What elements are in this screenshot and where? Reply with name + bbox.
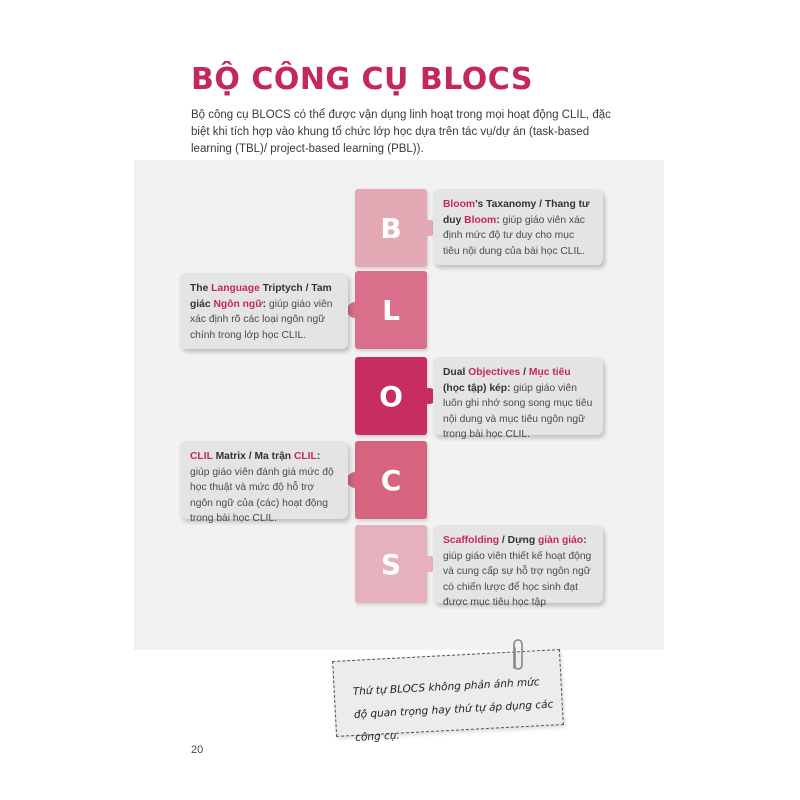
puzzle-piece-b <box>355 189 427 267</box>
card-highlight: giàn giáo <box>537 535 584 546</box>
card-term: Dual <box>443 367 469 378</box>
piece-letter-b: B <box>380 211 402 245</box>
card-bloom <box>433 189 603 265</box>
card-highlight: Mục tiêu <box>528 367 571 378</box>
card-highlight: Language <box>211 283 260 294</box>
sticky-note <box>332 649 564 744</box>
card-objectives <box>433 357 603 440</box>
card-highlight: Bloom <box>464 214 497 226</box>
piece-letter-s: S <box>380 547 402 581</box>
note-text: Thứ tự BLOCS không phản ánh mức độ quan trọng hay thứ tự áp dụng các công cụ. <box>352 676 554 744</box>
card-language <box>180 273 348 349</box>
piece-letter-l: L <box>382 293 400 327</box>
puzzle-knob <box>347 472 363 488</box>
card-term: ’s Taxanomy / Thang tư duy <box>443 199 590 226</box>
card-description: giúp giáo viên xác định mức độ tư duy cho mục tiêu nội dung của bài học CLIL. <box>443 214 585 257</box>
card-highlight: Objectives <box>468 367 521 378</box>
card-term: : <box>496 214 503 226</box>
card-term: : <box>583 535 587 546</box>
card-description: giúp giáo viên luôn ghi nhớ song song mục tiêu nội dung và mục tiêu ngôn ngữ trong bài học CLIL. <box>443 382 593 440</box>
piece-letter-o: O <box>379 379 403 413</box>
paperclip-icon <box>509 638 525 672</box>
card-highlight: CLIL <box>293 451 317 462</box>
card-description: giúp giáo viên thiết kế hoạt động và cung cấp sự hỗ trợ ngôn ngữ có chiến lược để học sinh đạt được mục tiêu học tập <box>443 550 592 608</box>
card-highlight: Bloom <box>443 199 476 210</box>
card-term: : <box>316 451 321 462</box>
card-term: Triptych / Tam giác <box>190 283 332 310</box>
puzzle-piece-c <box>355 441 427 519</box>
page-number: 20 <box>191 744 204 756</box>
card-scaffolding <box>433 525 603 608</box>
card-description: giúp giáo viên đánh giá mức độ học thuật và mức độ hỗ trợ ngôn ngữ của (các) hoạt động trong bài học CLIL. <box>190 466 334 524</box>
puzzle-piece-s <box>355 525 427 603</box>
card-highlight: CLIL <box>190 451 213 462</box>
intro-paragraph: Bộ công cụ BLOCS có thể được vận dụng linh hoạt trong mọi hoạt động CLIL, đặc biệt khi tích hợp vào khung tổ chức lớp học dựa trên tác vụ/dự án (task-based learning (TBL)/ project-based learning (PBL)). <box>191 109 611 155</box>
card-term: The <box>190 283 212 294</box>
card-term: (học tập) kép: <box>443 382 514 394</box>
card-term: / Dựng <box>499 535 538 546</box>
card-term: Matrix / Ma trận <box>212 451 294 462</box>
card-highlight: Scaffolding <box>443 535 500 546</box>
card-highlight: Ngôn ngữ <box>213 298 263 310</box>
card-clil-matrix <box>180 441 348 524</box>
puzzle-knob <box>347 302 363 318</box>
card-description: giúp giáo viên xác định rõ các loại ngôn ngữ chính trong lớp học CLIL. <box>190 298 333 341</box>
puzzle-piece-o <box>355 357 427 435</box>
piece-letter-c: C <box>380 463 402 497</box>
page-title: BỘ CÔNG CỤ BLOCS <box>191 62 533 97</box>
puzzle-piece-l <box>355 271 427 349</box>
card-term: / <box>520 367 529 378</box>
card-term: : <box>262 298 269 310</box>
